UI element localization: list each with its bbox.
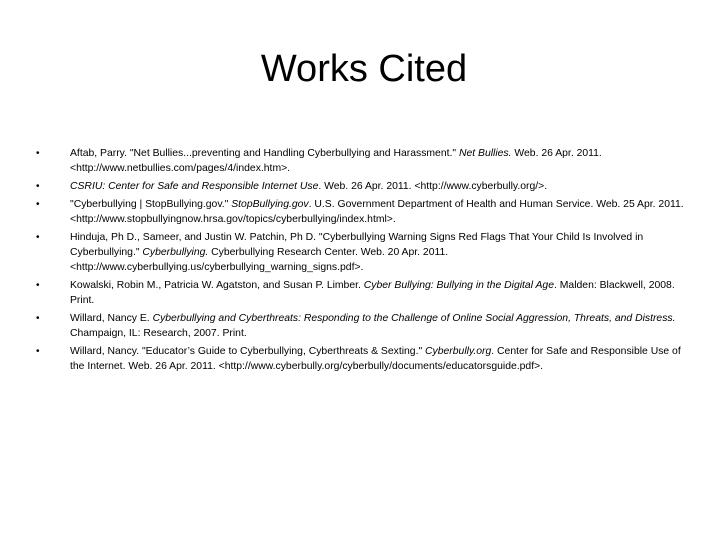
reference-source-title: Cyberbullying.: [142, 247, 209, 258]
bullet-icon: •: [36, 280, 40, 291]
reference-source-title: StopBullying.gov: [231, 199, 309, 210]
reference-item: [36, 146, 688, 176]
reference-text-part: Web. 26 Apr. 2011. <http://www.netbullies.com/pages/4/index.htm>.: [70, 148, 602, 174]
reference-text-part: Kowalski, Robin M., Patricia W. Agatston, and Susan P. Limber.: [70, 280, 364, 291]
bullet-icon: •: [36, 346, 40, 357]
reference-text-part: . U.S. Government Department of Health and Human Service. Web. 25 Apr. 2011. <http://www.stopbullyingnow.hrsa.gov/topics/cyberbullying/index.html>.: [70, 199, 684, 225]
reference-text-part: "Cyberbullying | StopBullying.gov.": [70, 199, 232, 210]
reference-text: [70, 313, 675, 339]
reference-text: [70, 346, 681, 372]
bullet-icon: •: [36, 181, 40, 192]
bullet-icon: •: [36, 199, 40, 210]
reference-item: [36, 344, 688, 374]
reference-text-part: . Web. 26 Apr. 2011. <http://www.cyberbully.org/>.: [318, 181, 548, 192]
reference-text: [70, 232, 643, 273]
reference-source-title: Cyberbully.org: [425, 346, 492, 357]
reference-text-part: Champaign, IL: Research, 2007. Print.: [70, 328, 247, 339]
reference-source-title: Cyber Bullying: Bullying in the Digital Age: [363, 280, 554, 291]
reference-text-part: Cyberbullying Research Center. Web. 20 Apr. 2011. <http://www.cyberbullying.us/cyberbullying_warning_signs.pdf>.: [70, 247, 449, 273]
reference-source-title: CSRIU: Center for Safe and Responsible Internet Use: [70, 181, 319, 192]
works-cited-list: [36, 146, 688, 377]
reference-item: [36, 311, 688, 341]
reference-source-title: Cyberbullying and Cyberthreats: Responding to the Challenge of Online Social Aggression, Threats, and Distress.: [152, 313, 676, 324]
reference-item: [36, 278, 688, 308]
reference-item: [36, 197, 688, 227]
reference-text-part: Willard, Nancy E.: [70, 313, 153, 324]
reference-item: [36, 230, 688, 275]
reference-text-part: Willard, Nancy. "Educator’s Guide to Cyberbullying, Cyberthreats & Sexting.": [70, 346, 426, 357]
bullet-icon: •: [36, 148, 40, 159]
reference-text: [70, 199, 684, 225]
reference-text-part: Aftab, Parry. "Net Bullies...preventing and Handling Cyberbullying and Harassment.": [70, 148, 459, 159]
reference-text-part: Hinduja, Ph D., Sameer, and Justin W. Patchin, Ph D. "Cyberbullying Warning Signs Red Flags That Your Child Is Involved in Cyberbullying.": [70, 232, 644, 258]
reference-item: [36, 179, 688, 194]
reference-text-part: . Center for Safe and Responsible Use of the Internet. Web. 26 Apr. 2011. <http://www.cyberbully.org/cyberbully/documents/educatorsguide.pdf>.: [70, 346, 681, 372]
reference-text-part: . Malden: Blackwell, 2008. Print.: [70, 280, 675, 306]
reference-text: [70, 181, 547, 192]
reference-text: [70, 148, 602, 174]
slide-title: Works Cited: [260, 48, 468, 90]
reference-source-title: Net Bullies.: [458, 148, 512, 159]
bullet-icon: •: [36, 313, 40, 324]
reference-text: [70, 280, 675, 306]
bullet-icon: •: [36, 232, 40, 243]
